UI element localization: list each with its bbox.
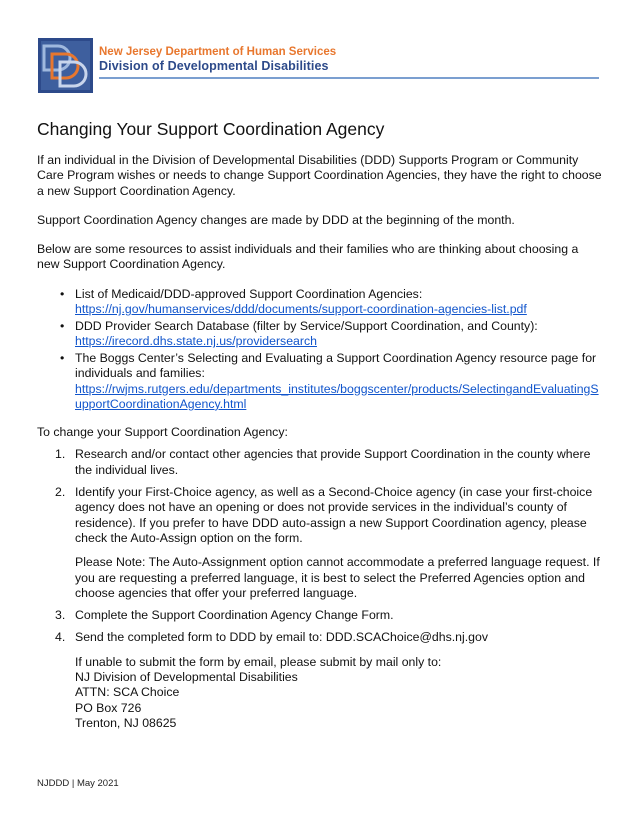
boggs-center-link[interactable]: https://rwjms.rutgers.edu/departments_institutes/boggscenter/products/SelectingandEvaluatingSupportCoordinationAgency.html (75, 381, 599, 411)
step-text: Complete the Support Coordination Agency Change Form. (75, 608, 394, 623)
ddd-logo-icon (38, 38, 93, 93)
address-line: NJ Division of Developmental Disabilities (75, 670, 298, 685)
step-item (55, 485, 603, 601)
resource-text: The Boggs Center’s Selecting and Evaluating a Support Coordination Agency resource page for individuals and families: (75, 350, 597, 381)
timing-paragraph: Support Coordination Agency changes are made by DDD at the beginning of the month. (37, 212, 515, 227)
step-number: 2. (55, 485, 66, 500)
step-text: Research and/or contact other agencies that provide Support Coordination in the county where the individual lives. (75, 447, 591, 477)
resource-text: List of Medicaid/DDD-approved Support Coordination Agencies: (75, 286, 423, 301)
bullet-icon: • (60, 350, 65, 365)
intro-paragraph: If an individual in the Division of Developmental Disabilities (DDD) Supports Program or Community Care Program wishes or needs to change Support Coordination Agencies, they have the right to choose a new Support Coordination Agency. (37, 153, 602, 198)
resources-paragraph: Below are some resources to assist individuals and their families who are thinking about choosing a new Support Coordination Agency. (37, 242, 579, 272)
resource-item (60, 350, 603, 412)
provider-search-link[interactable]: https://irecord.dhs.state.nj.us/providersearch (75, 334, 317, 349)
step-item (55, 447, 603, 478)
address-line: Trenton, NJ 08625 (75, 715, 177, 730)
resource-text: DDD Provider Search Database (filter by Service/Support Coordination, and County): (75, 318, 538, 333)
step-note: If unable to submit the form by email, please submit by mail only to: (75, 654, 442, 669)
resource-item (60, 318, 603, 350)
bullet-icon: • (60, 318, 65, 333)
document-body (37, 153, 603, 738)
bullet-icon: • (60, 286, 65, 301)
page-title: Changing Your Support Coordination Agency (37, 119, 385, 139)
address-line: PO Box 726 (75, 700, 142, 715)
resources-list (37, 287, 603, 412)
division-name: Division of Developmental Disabilities (99, 59, 329, 73)
step-item (55, 608, 603, 623)
page-footer: NJDDD | May 2021 (37, 778, 119, 789)
step-text: Identify your First-Choice agency, as well as a Second-Choice agency (in case your first-choice agency does not have an opening or does not provide services in the individual’s county of residence). If you prefer to have DDD auto-assign a new Support Coordination agency, please check the Auto-Assign option on the form. (75, 485, 593, 545)
department-name: New Jersey Department of Human Services (99, 46, 337, 58)
step-number: 4. (55, 630, 66, 645)
resource-item (60, 286, 603, 318)
mailing-address (75, 670, 603, 731)
steps-list (37, 447, 603, 731)
step-note: Please Note: The Auto-Assignment option cannot accommodate a preferred language request. If you are requesting a preferred language, it is best to select the Preferred Agencies option and choose agencies that offer your preferred language. (75, 555, 600, 600)
step-item (55, 630, 603, 731)
agencies-list-link[interactable]: https://nj.gov/humanservices/ddd/documents/support-coordination-agencies-list.pdf (75, 302, 527, 317)
steps-intro: To change your Support Coordination Agency: (37, 425, 288, 440)
step-text: Send the completed form to DDD by email to: DDD.SCAChoice@dhs.nj.gov (75, 630, 488, 645)
address-line: ATTN: SCA Choice (75, 685, 180, 700)
header-rule (99, 77, 599, 79)
step-number: 1. (55, 447, 66, 462)
step-number: 3. (55, 608, 66, 623)
